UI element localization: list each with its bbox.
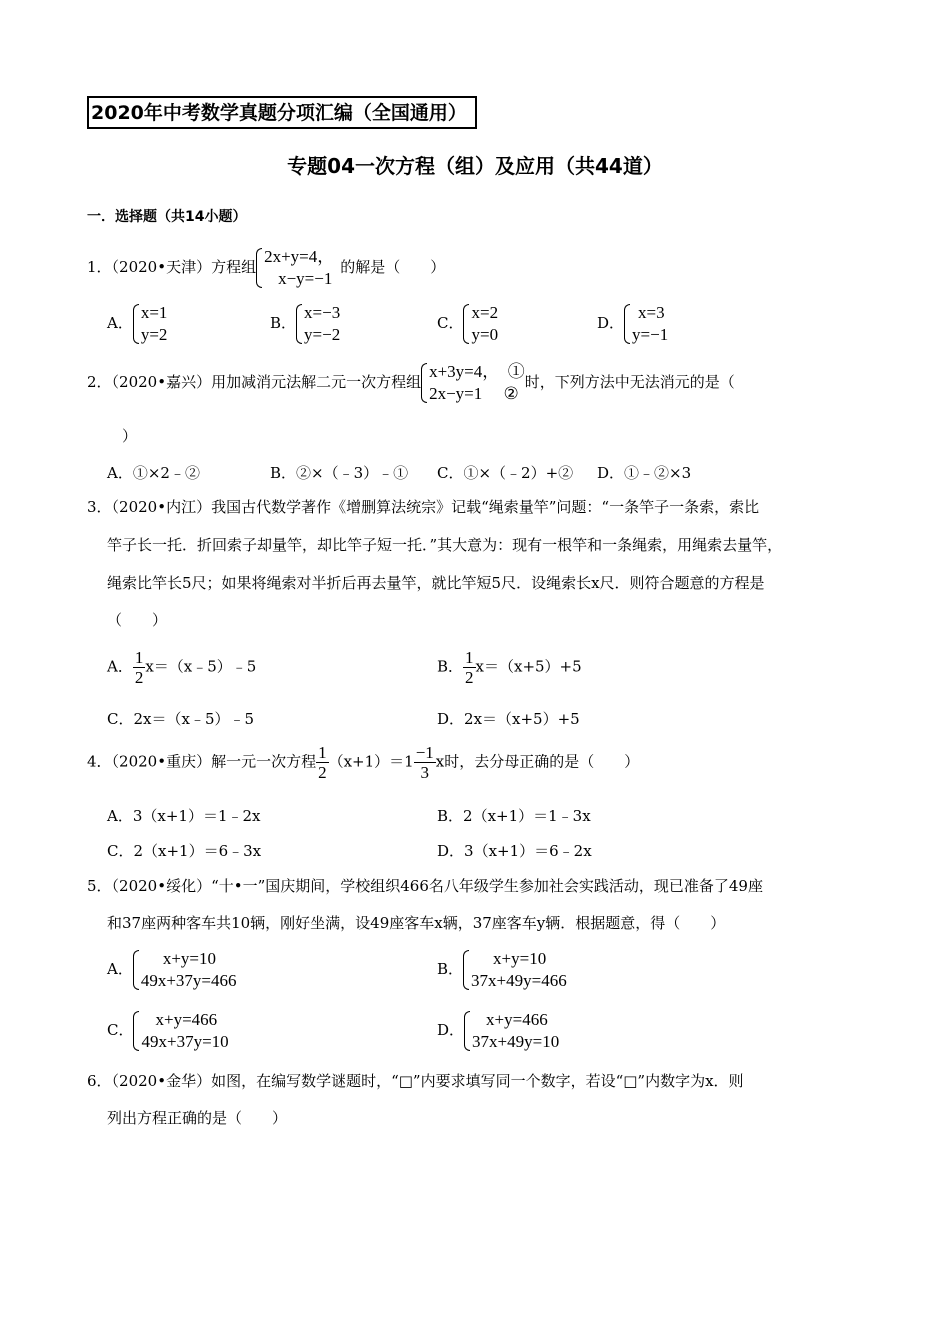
question-5-line-2: 和37座两种客车共10辆，刚好坐满，设49座客车x辆，37座客车y辆．根据题意，得（ ） [107, 914, 726, 932]
q1-option-a[interactable]: A． x=1 y=2 [107, 303, 168, 344]
question-1 [87, 246, 445, 290]
q4-option-d[interactable]: D．3（x+1）＝6﹣2x [437, 842, 592, 860]
question-2-tail: 时，下列方法中无法消元的是（ [524, 373, 735, 391]
question-3-line-4: （ ） [107, 611, 168, 629]
page-title: 专题04一次方程（组）及应用（共44道） [287, 154, 663, 178]
question-3-line-1: 3．（2020•内江）我国古代数学著作《增删算法统宗》记载“绳索量竿”问题：“一条竿子一条索，索比 [87, 498, 760, 516]
q4-fraction-third: $\frac{-1}{3}$ [415, 743, 434, 782]
q1-option-d[interactable]: D． x=3 y=−1 [597, 303, 669, 344]
question-2-paren-close: ） [122, 427, 138, 445]
series-header: 2020年中考数学真题分项汇编（全国通用） [87, 96, 477, 129]
question-1-stem: 1．（2020•天津）方程组 [87, 258, 257, 276]
question-4: 4．（2020•重庆）解一元一次方程 $\frac{1}{2}$ （x+1）＝1 $\frac{-1}{3}$ x时，去分母正确的是（ ） [87, 743, 640, 782]
q1-option-c[interactable]: C． x=2 y=0 [437, 303, 499, 344]
q5-option-a[interactable]: A． x+y=10 49x+37y=466 [107, 949, 237, 990]
question-6-line-2: 列出方程正确的是（ ） [107, 1109, 288, 1127]
q3-option-c[interactable]: C．2x＝（x﹣5）﹣5 [107, 710, 255, 728]
q2-option-a[interactable]: A．①×2﹣② [107, 464, 200, 482]
question-2 [87, 361, 735, 405]
q2-option-c[interactable]: C．①×（﹣2）+② [437, 464, 574, 482]
q2-option-d[interactable]: D．①﹣②×3 [597, 464, 692, 482]
q4-option-c[interactable]: C．2（x+1）＝6﹣3x [107, 842, 262, 860]
question-1-system: 2x+y=4， x−y=−1 [256, 246, 334, 290]
q4-option-a[interactable]: A．3（x+1）＝1﹣2x [107, 807, 261, 825]
question-5-line-1: 5．（2020•绥化）“十•一”国庆期间，学校组织466名八年级学生参加社会实践活动，现已准备了49座 [87, 877, 763, 895]
section-heading: 一．选择题（共14小题） [87, 209, 247, 225]
q5-option-b[interactable]: B． x+y=10 37x+49y=466 [437, 949, 567, 990]
question-1-tail: 的解是（ ） [340, 258, 446, 276]
q4-fraction-half: $\frac{1}{2}$ [318, 743, 327, 782]
q5-option-c[interactable]: C． x+y=466 49x+37y=10 [107, 1010, 229, 1051]
question-3-line-2: 竿子长一托．折回索子却量竿，却比竿子短一托．”其大意为：现有一根竿和一条绳索，用绳索去量竿， [107, 536, 783, 554]
question-3-line-3: 绳索比竿长5尺；如果将绳索对半折后再去量竿，就比竿短5尺．设绳索长x尺．则符合题意的方程是 [107, 574, 765, 592]
question-6-line-1: 6．（2020•金华）如图，在编写数学谜题时，“□”内要求填写同一个数字，若设“□”内数字为x．则 [87, 1072, 744, 1090]
q1-option-b[interactable]: B． x=−3 y=−2 [270, 303, 341, 344]
q3-option-d[interactable]: D．2x＝（x+5）+5 [437, 710, 580, 728]
q5-option-d[interactable]: D． x+y=466 37x+49y=10 [437, 1010, 560, 1051]
q3-option-a[interactable]: A． $\frac{1}{2}$ x＝（x﹣5）﹣5 [107, 648, 257, 687]
question-2-system: x+3y=4， ① 2x−y=1 ② [421, 361, 525, 405]
question-2-stem: 2．（2020•嘉兴）用加减消元法解二元一次方程组 [87, 373, 422, 391]
q4-option-b[interactable]: B．2（x+1）＝1﹣3x [437, 807, 591, 825]
q2-option-b[interactable]: B．②×（﹣3）﹣① [270, 464, 409, 482]
q3-option-b[interactable]: B． $\frac{1}{2}$ x＝（x+5）+5 [437, 648, 582, 687]
